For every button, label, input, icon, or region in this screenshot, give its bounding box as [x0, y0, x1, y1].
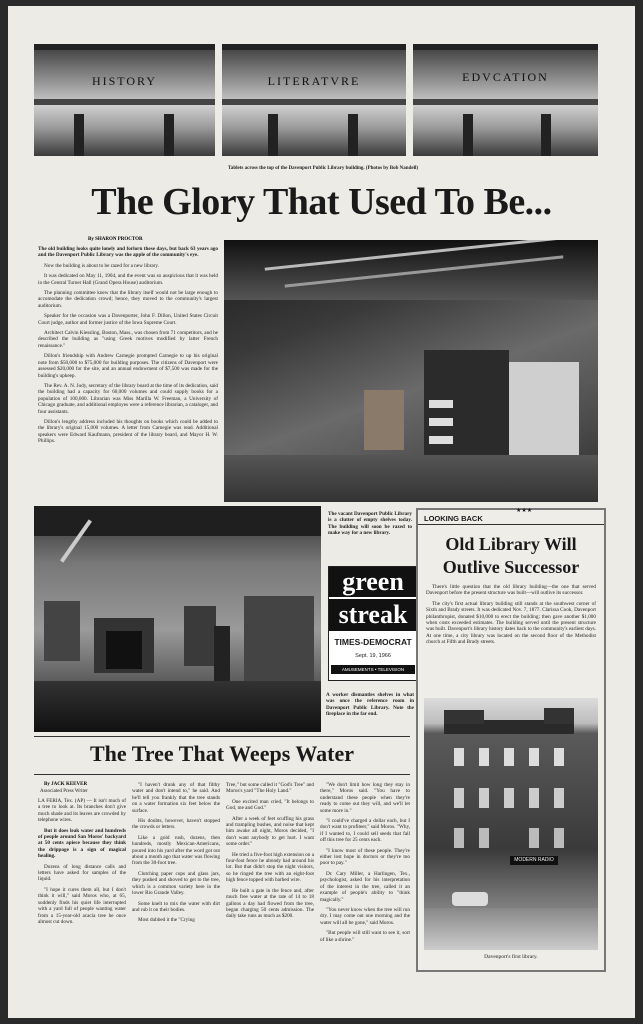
tablet-word: HISTORY — [91, 74, 158, 88]
modern-radio-sign: MODERN RADIO — [510, 856, 558, 865]
first-library-caption: Davenport's first library. — [484, 954, 538, 960]
newspaper-page — [8, 6, 635, 1018]
story-byline: By SHARON PROCTOR — [88, 237, 143, 242]
story-paragraph: Now the building is about to be razed for a new library. — [44, 262, 159, 269]
looking-back-body — [426, 584, 596, 694]
tablet-photo-education — [413, 44, 598, 156]
first-library-photo — [424, 698, 598, 950]
story-body — [38, 246, 218, 504]
main-headline: The Glory That Used To Be... — [91, 181, 552, 223]
green-streak-line1: green — [329, 567, 417, 597]
looking-back-tag: LOOKING BACK — [424, 514, 483, 523]
tree-paragraph: Dozens of long distance calls and letters have asked for samples of the liquid. — [38, 863, 126, 883]
looking-back-stars: ★★★ — [516, 508, 533, 514]
tree-paragraph: Like a gold rush, dozens, then hundreds, mostly Mexican-Americans, poured into his yard after the word got out about a month ago that water was flowing from the 30-foot tree. — [132, 834, 220, 867]
tree-paragraph: He tried a five-foot high extension on a four-foot fence he already had around his lot. But that didn't stop the night visitors, so he ringed the tree with an eight-foot high fence topped with barbed wire. — [226, 851, 314, 884]
tree-paragraph: "I hope it cures them all, but I don't think it will," said Moros who, at 65, suddenly finds his quiet life interrupted with a yard full of people wanting water from a 15-year-old acacia tree he once almost cut down. — [38, 886, 126, 925]
story-paragraph: Architect Calvin Kiessling, Boston, Mass., was chosen from 71 competitors, and he described the building as "using Greek motives modified by latter French renaissance." — [38, 330, 218, 349]
tree-paragraph: "I know most of these people. They're either lost hope in doctors or they're too poor to pay." — [320, 847, 410, 867]
worker-caption: A worker dismantles shelves in what was once the reference room in Davenport Public Library. Note the fireplace in the far end. — [326, 692, 414, 718]
looking-back-paragraph: The city's first actual library building still stands at the southwest corner of Sixth and Brady streets. It was dedicated Nov. 7, 1877. Clarissa Cook, Davenport philanthropist, donated $10,000 to erect the building; then gave another $1,000 when costs exceeded estimates. The building served until the present structure was built. Davenport's library history dates back to the community's earliest days. At one time, a city library was located on the second floor of the Methodist church at Fifth and Brady streets. — [426, 600, 596, 646]
story-paragraph: Speaker for the occasion was a Davenporter, John F. Dillon, United States Circuit Court judge, author and former justice of the Iowa Supreme Court. — [38, 313, 218, 326]
tree-paragraph: LA FERIA, Tex. (AP) — It isn't much of a tree to look at. Its branches don't give much shade and its leaves are crowded by telephone wires. — [38, 798, 126, 824]
tree-paragraph: "We don't limit how long they stay in there," Moros said. "You have to understand these people when they're ready to come out they will, and we'll let some more in." — [320, 782, 410, 814]
tablet-word: LITERATVRE — [267, 74, 361, 88]
tree-paragraph: "I haven't drunk any of that filthy water and don't intend to," he said. And he'll tell you frankly that the tree stands on a water formation six feet below the surface. — [132, 782, 220, 814]
tablets-caption: Tablets across the top of the Davenport Public Library building. (Photos by Bob Nandell) — [227, 166, 419, 171]
story-paragraph: The Rev. A. N. Judy, secretary of the library board at the time of its dedication, said the building had a capacity for 60,000 volumes and could supply books for a population of 100,000. Librarian was Miss Marilla W. Freeman, a University of Chicago graduate, and additional employes were a reference librarian, a cataloger, and four assistants. — [38, 382, 218, 415]
tree-paragraph: Some knelt to mix the water with dirt and rub it on their bodies. — [132, 900, 220, 913]
tree-column-4 — [320, 782, 410, 968]
tree-paragraph: Dr. Cary Miller, a Harlingen, Tex., psychologist, asked for his interpretation of the interest in the tree, called it an example of people's ability to "think magically." — [320, 870, 410, 903]
tree-paragraph: Most dubbed it the "Crying — [138, 917, 195, 924]
green-streak-sections: AMUSEMENTS • TELEVISION — [331, 665, 415, 674]
story-paragraph: The old building looks quite lonely and forlorn these days, but back 63 years ago and the Davenport Public Library was the apple of the community's eye. — [38, 246, 218, 259]
reference-room-photo — [34, 506, 321, 732]
tree-column-3 — [226, 782, 314, 968]
tablet-photo-literature — [222, 44, 406, 156]
looking-back-headline-1: Old Library Will — [445, 534, 577, 554]
story-paragraph: The planning committee knew that the library itself would not be large enough to accomodate the dedication crowd; hence, they moved to the community's largest auditorium. — [38, 290, 218, 309]
tree-headline: The Tree That Weeps Water — [89, 741, 354, 766]
story-paragraph: Dillon's lengthy address included his thoughts on books which could be added to the library's original 15,000 volumes. A letter from Carnegie was read. Additional speakers were Edward Kaufmann, president of the library board, and Mayor H. W. Phillips. — [38, 418, 218, 445]
green-streak-date: Sept. 19, 1966 — [355, 653, 391, 659]
vacant-library-photo — [224, 240, 598, 502]
tree-column-2 — [132, 782, 220, 968]
looking-back-paragraph: There's little question that the old library building—the one that served Davenport before the present structure was built—will outlive its successor. — [426, 584, 596, 597]
tree-paragraph: "But people will still want to see it, sort of like a shrine." — [320, 930, 410, 943]
tree-paragraph: "You never know when the tree will run dry. I may come out one morning and the water will all be gone," said Moros. — [320, 906, 410, 926]
looking-back-box — [416, 508, 606, 972]
tablet-word: EDVCATION — [462, 70, 549, 84]
tree-paragraph: After a week of feet scuffing his grass and trampling bushes, and noise that kept him awake all night, Moros decided, "I don't want anybody to get hurt. I want some order." — [226, 815, 314, 848]
vacant-library-caption: The vacant Davenport Public Library is a clutter of empty shelves today. The building will soon be razed to make way for a new library. — [328, 511, 412, 537]
tree-column-1 — [38, 798, 126, 968]
story-paragraph: It was dedicated on May 11, 1904, and the event was so auspicious that it was held in the Central Turner Hall (Grand Opera House) auditorium. — [38, 273, 218, 286]
tree-paragraph: "I could've charged a dollar each, but I don't want to profiteer," said Moros. "Why, if I wanted to, I could sell seeds that fall off this tree for 25 cents each. — [320, 818, 410, 844]
green-streak-line2: streak — [329, 599, 417, 631]
story-paragraph: Dillon's friendship with Andrew Carnegie prompted Carnegie to up his original note from $50,000 to $75,000 for building purposes. The citizens of Davenport were assessed $20,000 for the site, and an annual endowment of $7,500 was made for the building's upkeep. — [38, 353, 218, 379]
green-streak-promo — [328, 566, 418, 681]
tablet-photo-history — [34, 44, 215, 156]
looking-back-headline-2: Outlive Successor — [442, 557, 580, 577]
tree-byline-role: Associated Press Writer — [40, 789, 88, 794]
tree-paragraph: But it does leak water and hundreds of people around San Moros' backyard at 50 cents apiece because they think the drippage is a sign of magical healing. — [38, 827, 126, 860]
tree-byline: By JACK KEEVER — [44, 782, 88, 787]
tree-paragraph: His doubts, however, haven't stopped the crowds or letters. — [132, 818, 220, 831]
tree-paragraph: Tree," but some called it "God's Tree" and Moros's yard "The Holy Land." — [226, 782, 314, 795]
tree-paragraph: One excited man cried, "It belongs to God, me and God." — [226, 798, 314, 812]
green-streak-paper: TIMES-DEMOCRAT — [334, 637, 412, 647]
tree-paragraph: Clutching paper cups and glass jars, they pushed and shoved to get to the tree, which is a common variety here in the lower Rio Grande Valley. — [132, 870, 220, 897]
tree-paragraph: He built a gate in the fence and, after much free water at the rate of 14 to 18 gallons a day had flowed from the tree, began charging 50 cents admission. The daily take runs as much as $200. — [226, 887, 314, 920]
